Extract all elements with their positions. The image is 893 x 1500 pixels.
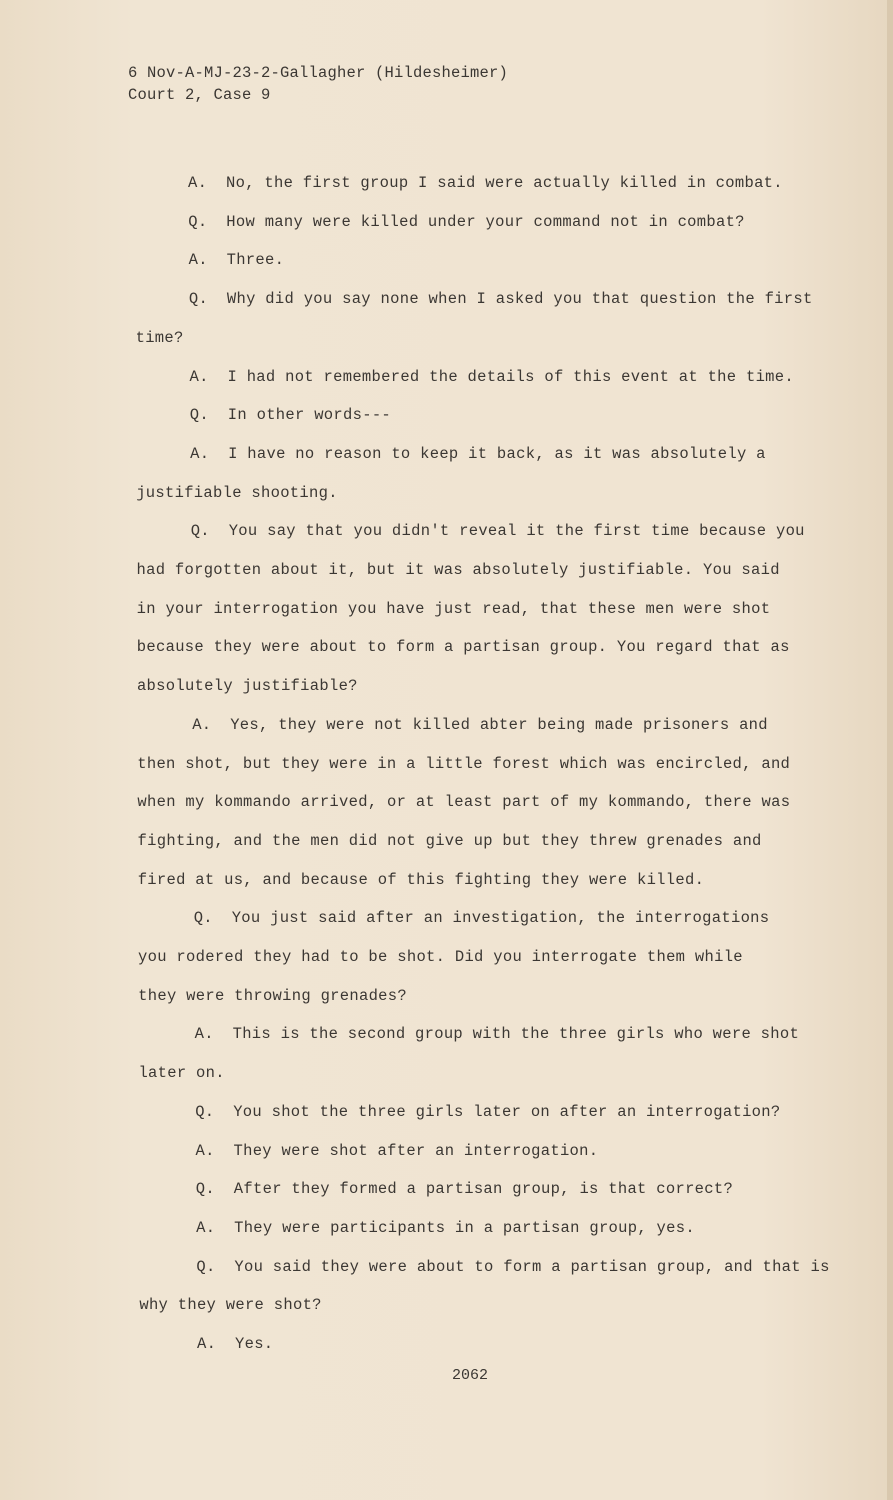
- line-text: had forgotten about it, but it was absolutely justifiable. You said: [136, 561, 780, 579]
- transcript-line: [195, 1025, 800, 1043]
- line-text: You say that you didn't reveal it the first time because you: [228, 522, 805, 541]
- line-text: Three.: [226, 251, 285, 270]
- transcript-line: [138, 871, 705, 889]
- line-text: absolutely justifiable?: [136, 677, 358, 696]
- line-text: Yes, they were not killed abter being made prisoners and: [230, 715, 768, 734]
- transcript-line: [190, 445, 766, 463]
- speaker-label: A.: [194, 1025, 214, 1044]
- line-text: You just said after an investigation, the interrogations: [231, 909, 770, 928]
- line-text: then shot, but they were in a little forest which was encircled, and: [137, 754, 791, 773]
- line-text: fighting, and the men did not give up but they threw grenades and: [137, 831, 762, 850]
- line-text: You shot the three girls later on after an interrogation?: [233, 1102, 781, 1121]
- line-text: No, the first group I said were actually killed in combat.: [226, 174, 783, 192]
- transcript-line: [137, 677, 358, 695]
- line-text: This is the second group with the three girls who were shot: [232, 1025, 800, 1044]
- speaker-label: A.: [188, 174, 208, 192]
- transcript-line: [189, 290, 813, 308]
- transcript-line: [188, 213, 744, 231]
- page-edge: [887, 0, 893, 1500]
- transcript-line: [137, 600, 771, 618]
- line-text: time?: [135, 328, 184, 347]
- transcript-line: [137, 755, 790, 773]
- transcript-line: [188, 174, 783, 192]
- transcript-line: [137, 561, 780, 579]
- speaker-label: A.: [195, 1141, 215, 1160]
- transcript-line: [196, 1180, 733, 1198]
- speaker-label: Q.: [195, 1102, 215, 1121]
- speaker-label: Q.: [190, 522, 210, 541]
- transcript-line: [196, 1142, 599, 1160]
- speaker-label: Q.: [196, 1257, 216, 1276]
- header-court: Court 2, Case 9: [128, 86, 271, 104]
- line-text: later on.: [138, 1064, 225, 1083]
- line-text: fired at us, and because of this fighting they were killed.: [137, 870, 705, 889]
- header-case-id: 6 Nov-A-MJ-23-2-Gallagher (Hildesheimer): [128, 64, 509, 82]
- line-text: they were throwing grenades?: [138, 986, 407, 1005]
- transcript-line: [136, 484, 338, 502]
- transcript-line: [138, 987, 407, 1005]
- transcript-line: [138, 832, 762, 850]
- transcript-line: [137, 638, 790, 656]
- speaker-label: A.: [189, 367, 209, 386]
- page-number: 2062: [452, 1367, 489, 1384]
- transcript-line: [138, 948, 743, 966]
- transcript-line: [191, 522, 805, 540]
- speaker-label: Q.: [193, 909, 213, 928]
- speaker-label: Q.: [188, 212, 208, 231]
- line-text: They were shot after an interrogation.: [233, 1141, 599, 1160]
- speaker-label: Q.: [195, 1180, 215, 1199]
- transcript-line: [196, 1219, 695, 1237]
- line-text: I have no reason to keep it back, as it was absolutely a: [228, 444, 766, 463]
- transcript-line: [189, 251, 285, 269]
- transcript-line: [136, 329, 184, 347]
- line-text: How many were killed under your command not in combat?: [226, 212, 745, 231]
- transcript-line: [196, 1258, 829, 1276]
- line-text: After they formed a partisan group, is that correct?: [233, 1180, 734, 1199]
- transcript-line: [194, 909, 770, 927]
- speaker-label: A.: [196, 1218, 216, 1237]
- speaker-label: Q.: [188, 290, 209, 309]
- line-text: In other words---: [227, 406, 392, 425]
- line-text: You said they were about to form a partisan group, and that is: [234, 1257, 830, 1276]
- line-text: They were participants in a partisan group, yes.: [234, 1218, 695, 1237]
- line-text: Yes.: [235, 1335, 274, 1353]
- transcript-line: [190, 406, 391, 424]
- transcript-line: [138, 1064, 224, 1082]
- speaker-label: A.: [197, 1335, 217, 1353]
- transcript-line: [137, 793, 790, 811]
- transcript-line: [195, 1103, 780, 1121]
- line-text: Why did you say none when I asked you that question the first: [226, 290, 813, 309]
- transcript-line: [139, 1296, 321, 1314]
- line-text: in your interrogation you have just read, that these men were shot: [136, 599, 771, 618]
- line-text: I had not remembered the details of this event at the time.: [227, 367, 794, 386]
- line-text: when my kommando arrived, or at least part of my kommando, there was: [137, 793, 791, 812]
- line-text: you rodered they had to be shot. Did you interrogate them while: [138, 948, 743, 966]
- transcript-line: [192, 716, 768, 734]
- transcript-line: [190, 368, 795, 386]
- speaker-label: A.: [192, 715, 212, 734]
- line-text: why they were shot?: [139, 1296, 322, 1315]
- speaker-label: A.: [188, 251, 208, 270]
- transcript-line: [197, 1335, 273, 1353]
- line-text: justifiable shooting.: [136, 483, 338, 502]
- line-text: because they were about to form a partisan group. You regard that as: [136, 638, 790, 657]
- speaker-label: Q.: [189, 406, 209, 425]
- speaker-label: A.: [190, 444, 210, 463]
